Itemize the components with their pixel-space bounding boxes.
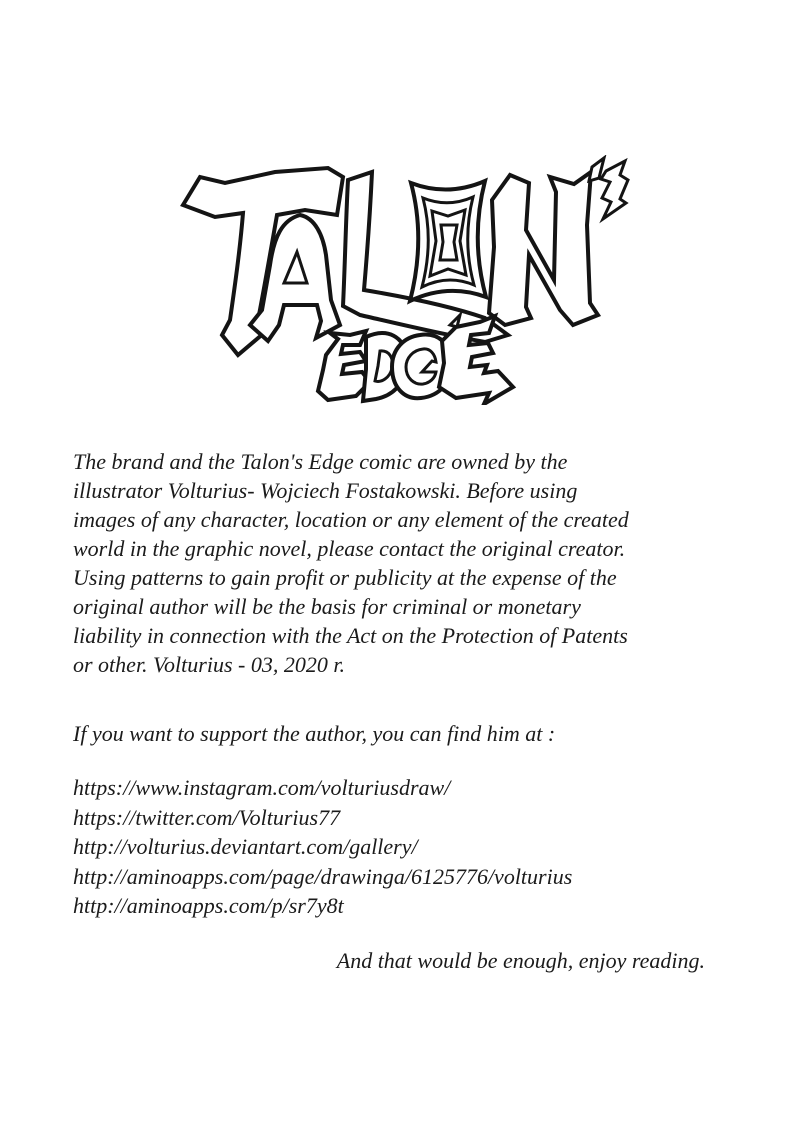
support-link-item: http://aminoapps.com/p/sr7y8t (73, 893, 344, 918)
logo-apostrophe-s (589, 158, 628, 219)
support-links-list (73, 773, 572, 921)
disclaimer-line: world in the graphic novel, please contact the original creator. (73, 536, 626, 561)
disclaimer-line: The brand and the Talon's Edge comic are owned by the (73, 449, 568, 474)
support-link-item: https://www.instagram.com/volturiusdraw/ (73, 775, 451, 800)
support-link-item: http://aminoapps.com/page/drawinga/6125776/volturius (73, 863, 573, 889)
support-intro: If you want to support the author, you can find him at : (73, 721, 556, 746)
logo-letter-o (410, 181, 486, 301)
disclaimer-paragraph (73, 447, 723, 679)
disclaimer-line: images of any character, location or any element of the created (73, 507, 629, 532)
disclaimer-line: illustrator Volturius- Wojciech Fostakowski. Before using (73, 478, 578, 503)
support-link-item: https://twitter.com/Volturius77 (73, 804, 341, 830)
support-link-item: http://volturius.deviantart.com/gallery/ (73, 834, 418, 859)
talon-logo (180, 155, 650, 405)
disclaimer-line: or other. Volturius - 03, 2020 r. (73, 652, 345, 677)
logo-letter-n (489, 172, 598, 325)
disclaimer-line: Using patterns to gain profit or publicity at the expense of the (73, 565, 617, 590)
disclaimer-line: liability in connection with the Act on the Protection of Patents (73, 623, 628, 648)
closing-line: And that would be enough, enjoy reading. (336, 948, 705, 973)
talon-logo-drawing (180, 155, 650, 405)
disclaimer-line: original author will be the basis for criminal or monetary (73, 594, 581, 619)
